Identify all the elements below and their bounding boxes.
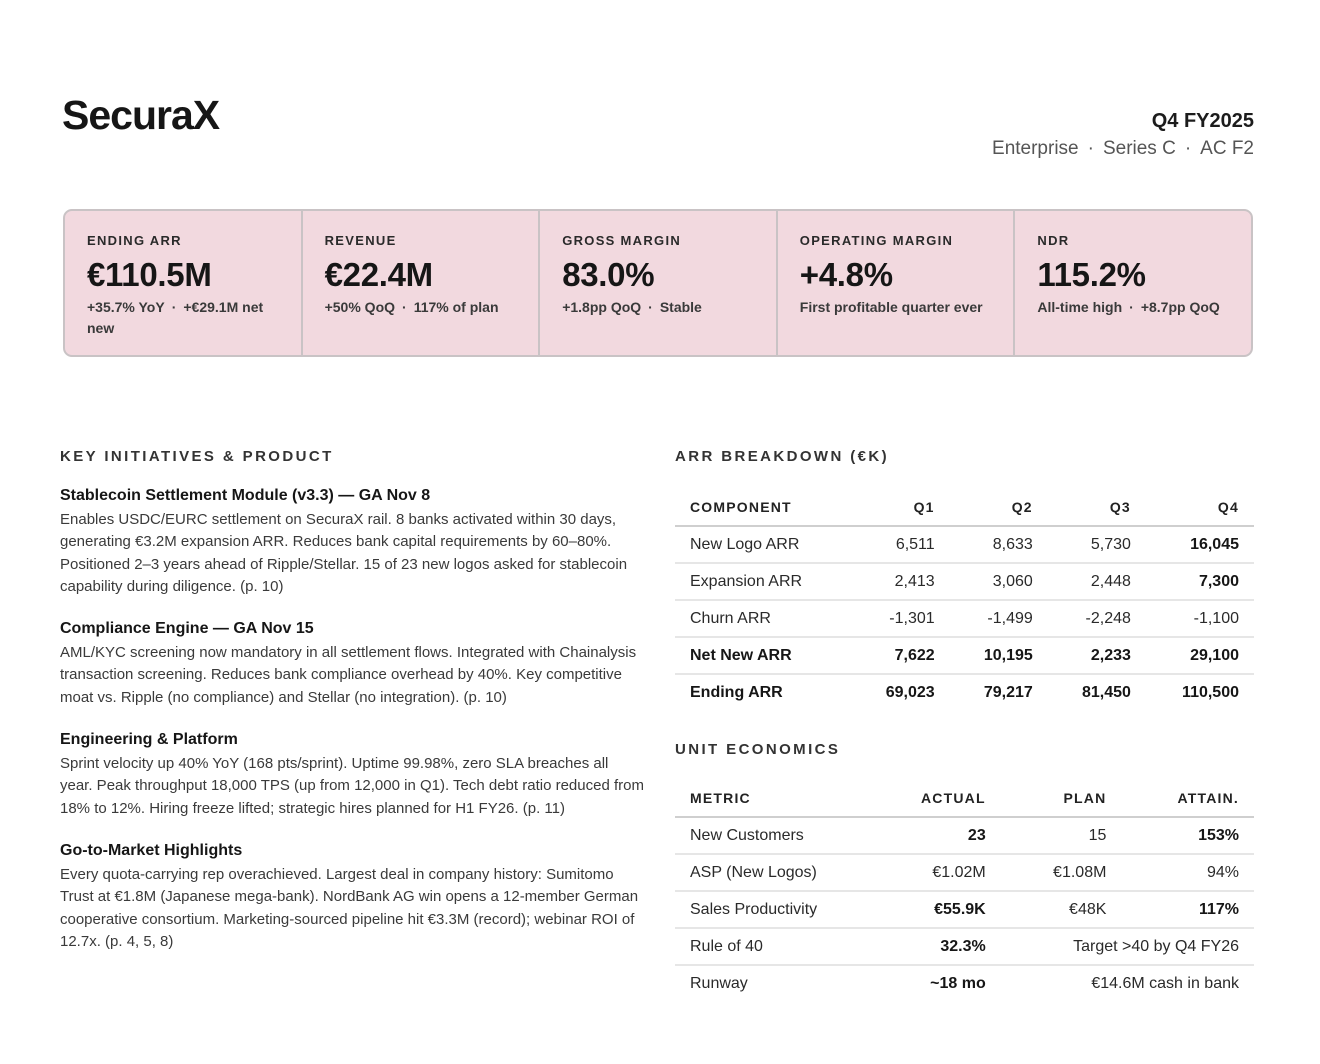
kpi-strip (63, 209, 1253, 357)
table-header-row (675, 488, 1254, 526)
initiative-title: Stablecoin Settlement Module (v3.3) — GA Nov 8 (60, 487, 431, 504)
initiative-item (60, 729, 645, 820)
cell-q2: 10,195 (950, 637, 1048, 674)
table-row (675, 854, 1254, 891)
cell-q2: 79,217 (983, 684, 1033, 701)
kpi-label: REVENUE (324, 233, 397, 248)
column-header: Q4 (1146, 488, 1254, 526)
cell-q2: 8,633 (950, 526, 1048, 563)
table-header-row (675, 779, 1254, 817)
kpi-label: GROSS MARGIN (562, 233, 682, 248)
row-label: Net New ARR (675, 637, 852, 674)
column-header: PLAN (1001, 779, 1122, 817)
row-label: New Logo ARR (675, 526, 852, 563)
kpi-value: 83.0% (562, 256, 655, 293)
cell-q4: 29,100 (1146, 637, 1254, 674)
kpi-ndr (1015, 211, 1251, 355)
cell-q2: -1,499 (950, 600, 1048, 637)
unit-economics-table (675, 779, 1254, 1002)
kpi-value: +4.8% (799, 256, 893, 293)
table-row (675, 928, 1254, 965)
kpi-label: NDR (1037, 233, 1070, 248)
kpi-ending-arr (65, 211, 303, 355)
arr-breakdown-table (675, 488, 1254, 711)
cell-actual: €1.02M (878, 854, 1001, 891)
cell-q4: -1,100 (1146, 600, 1254, 637)
kpi-note: +35.7% YoY · +€29.1M net new (87, 299, 264, 336)
column-header: Q2 (950, 488, 1048, 526)
kpi-note: All-time high · +8.7pp QoQ (1037, 299, 1220, 315)
table-row (675, 965, 1254, 1002)
row-label: Ending ARR (690, 684, 783, 701)
row-label: Sales Productivity (675, 891, 878, 928)
column-header: ACTUAL (878, 779, 1001, 817)
cell-q1: -1,301 (852, 600, 950, 637)
cell-q1: 69,023 (885, 684, 935, 701)
kpi-label: ENDING ARR (87, 233, 182, 248)
table-row (675, 637, 1254, 674)
cell-q1: 6,511 (852, 526, 950, 563)
cell-actual: 23 (878, 817, 1001, 854)
arr-breakdown-title: ARR BREAKDOWN (€K) (675, 448, 890, 465)
table-row (675, 563, 1254, 600)
cell-q4: 110,500 (1182, 684, 1239, 701)
column-header: ATTAIN. (1121, 779, 1254, 817)
kpi-revenue (303, 211, 541, 355)
row-label: Expansion ARR (675, 563, 852, 600)
report-meta (992, 138, 1254, 160)
table-row (675, 674, 1254, 711)
column-header: Q3 (1048, 488, 1146, 526)
kpi-gross-margin (540, 211, 778, 355)
cell-q1: 2,413 (852, 563, 950, 600)
table-row (675, 891, 1254, 928)
report-period: Q4 FY2025 (1151, 110, 1254, 132)
cell-q3: 81,450 (1081, 684, 1131, 701)
cell-q4: 7,300 (1146, 563, 1254, 600)
cell-actual: 32.3% (878, 928, 1001, 965)
initiative-body: Every quota-carrying rep overachieved. Largest deal in company history: Sumitomo Trust at €1.8M (Japanese mega-bank). NordBank AG win opens a 12-member German cooperative consortium. Marketing-sourced pipeline hit €3.3M (record); webinar ROI of 12.7x. (p. 4, 5, 8) (60, 865, 639, 950)
cell-actual: €55.9K (878, 891, 1001, 928)
initiative-title: Compliance Engine — GA Nov 15 (60, 620, 314, 638)
row-label: New Customers (675, 817, 878, 854)
kpi-value: €110.5M (87, 256, 212, 293)
cell-attain: 94% (1121, 854, 1254, 891)
cell-plan: €1.08M (1001, 854, 1122, 891)
column-header: COMPONENT (675, 488, 852, 526)
initiative-item (60, 485, 645, 598)
initiative-body: Enables USDC/EURC settlement on SecuraX rail. 8 banks activated within 30 days, generating €3.2M expansion ARR. Reduces bank capital requirements by 60–80%. Positioned 2–3 years ahead of Ripple/Stellar. 15 of 23 new logos asked for stablecoin capability during diligence. (p. 10) (60, 511, 628, 595)
cell-q3: -2,248 (1048, 600, 1146, 637)
column-header: METRIC (675, 779, 878, 817)
initiative-item (60, 618, 645, 709)
meta-stage: Enterprise (992, 138, 1079, 159)
initiative-title: Engineering & Platform (60, 731, 238, 749)
tables-section (675, 448, 1254, 1002)
cell-q2: 3,060 (950, 563, 1048, 600)
meta-code: AC F2 (1200, 138, 1254, 159)
kpi-operating-margin (778, 211, 1016, 355)
cell-q3: 5,730 (1048, 526, 1146, 563)
row-label: Runway (690, 975, 748, 992)
cell-note: €14.6M cash in bank (1091, 975, 1239, 992)
cell-attain: 153% (1121, 817, 1254, 854)
section-title: KEY INITIATIVES & PRODUCT (60, 448, 334, 465)
cell-plan: 15 (1001, 817, 1122, 854)
cell-note: Target >40 by Q4 FY26 (1001, 928, 1254, 965)
kpi-value: €22.4M (324, 256, 433, 293)
kpi-note: First profitable quarter ever (799, 299, 983, 315)
row-label: Rule of 40 (675, 928, 878, 965)
cell-q1: 7,622 (852, 637, 950, 674)
initiative-body: AML/KYC screening now mandatory in all settlement flows. Integrated with Chainalysis transaction screening. Reduces bank compliance overhead by 40%. Key competitive moat vs. Ripple (no compliance) and Stellar (no integration). (p. 10) (60, 644, 637, 706)
table-row (675, 817, 1254, 854)
initiative-body: Sprint velocity up 40% YoY (168 pts/sprint). Uptime 99.98%, zero SLA breaches all year. Peak throughput 18,000 TPS (up from 12,000 in Q1). Tech debt ratio reduced from 18% to 12%. Hiring freeze lifted; strategic hires planned for H1 FY26. (p. 11) (60, 755, 644, 817)
cell-q3: 2,233 (1048, 637, 1146, 674)
column-header: Q1 (852, 488, 950, 526)
kpi-note: +1.8pp QoQ · Stable (562, 299, 702, 315)
kpi-note: +50% QoQ · 117% of plan (324, 299, 499, 315)
kpi-label: OPERATING MARGIN (799, 233, 954, 248)
cell-q4: 16,045 (1146, 526, 1254, 563)
row-label: Churn ARR (675, 600, 852, 637)
initiative-title: Go-to-Market Highlights (60, 841, 243, 859)
cell-attain: 117% (1121, 891, 1254, 928)
initiatives-section (60, 448, 645, 953)
row-label: ASP (New Logos) (675, 854, 878, 891)
cell-plan: €48K (1001, 891, 1122, 928)
unit-economics-title: UNIT ECONOMICS (675, 741, 841, 758)
meta-separator: · (1087, 138, 1094, 159)
company-logo: SecuraX (62, 92, 220, 138)
initiative-item (60, 840, 645, 953)
cell-actual: ~18 mo (930, 975, 986, 992)
kpi-value: 115.2% (1037, 256, 1146, 293)
table-row (675, 600, 1254, 637)
report-header (62, 92, 1254, 172)
table-row (675, 526, 1254, 563)
meta-separator: · (1184, 138, 1192, 159)
meta-series: Series C (1102, 138, 1176, 159)
cell-q3: 2,448 (1048, 563, 1146, 600)
